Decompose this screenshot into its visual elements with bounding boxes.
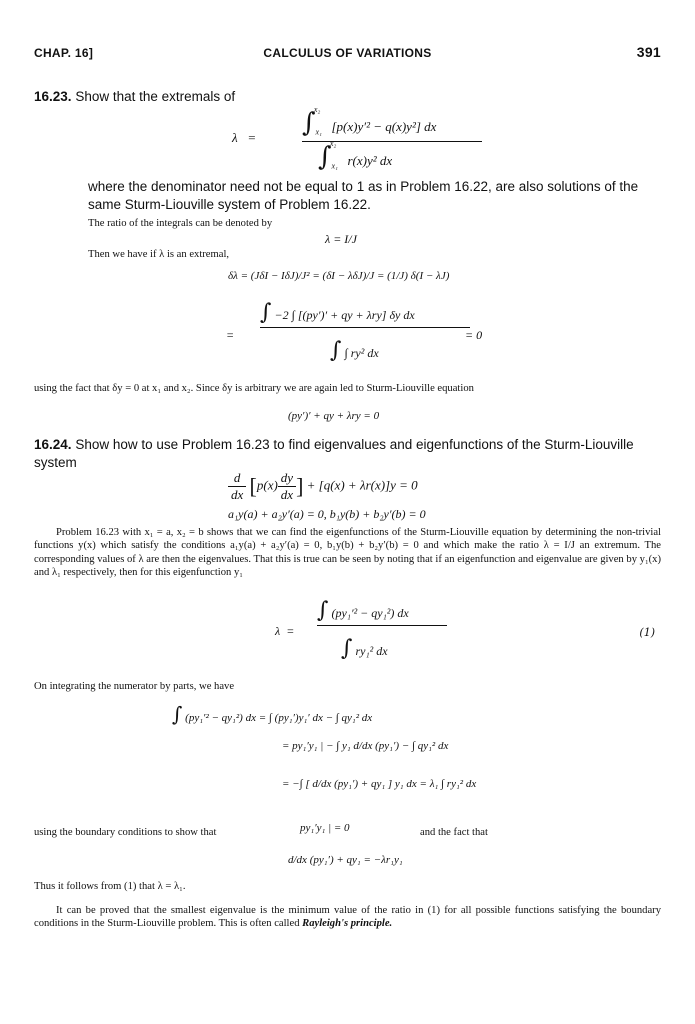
ratio-intro: The ratio of the integrals can be denoted by xyxy=(88,218,273,229)
delta-rhs: = 0 xyxy=(465,328,483,342)
statement-text-24: Show how to use Problem 16.23 to find eigenvalues and eigenfunctions of the Sturm-Liouville system xyxy=(34,437,634,470)
bc-and: and the fact that xyxy=(420,827,488,838)
final-paragraph: It can be proved that the smallest eigenvalue is the minimum value of the ratio in (1) for all possible functions satisfying the boundary conditions in the Sturm-Liouville problem. This is often called Rayleigh's principle. xyxy=(34,905,661,930)
page-number: 391 xyxy=(636,44,661,60)
problem-number: 16.23. xyxy=(34,89,72,104)
problem-16-23-continuation: where the denominator need not be equal to 1 as in Problem 16.22, are also solutions of the same Sturm-Liouville system of Problem 16.22. xyxy=(88,179,639,212)
delta-lambda-equation: δλ = (JδI − IδJ)/J² = (δI − λδJ)/J = (1/J) δ(I − λJ) xyxy=(228,270,450,282)
problem-number-24: 16.24. xyxy=(34,437,72,452)
then-text: Then we have if λ is an extremal, xyxy=(88,249,230,260)
using-text: using the fact that δy = 0 at x₁ and x₂. Since δy is arbitrary we are again led to Sturm-Liouville equation xyxy=(34,383,474,394)
bc-expression: py₁′y₁ | = 0 xyxy=(300,822,350,834)
rayleigh-principle: Rayleigh's principle. xyxy=(302,918,393,930)
boundary-conditions: a₁y(a) + a₂y′(a) = 0, b₁y(b) + b₂y′(b) = 0 xyxy=(228,507,426,521)
eq1-denominator: ry₁² dx xyxy=(355,644,388,658)
lambda-numerator: [p(x)y′² − q(x)y²] dx xyxy=(331,119,437,134)
delta-denominator: ∫ ry² dx xyxy=(344,346,379,360)
parts-line-2: = py₁′y₁ | − ∫ y₁ d/dx (py₁′) − ∫ qy₁² dx xyxy=(282,740,449,752)
equation-1-label: (1) xyxy=(639,626,655,639)
lambda-denominator: r(x)y² dx xyxy=(347,153,393,168)
statement-text: Show that the extremals of xyxy=(75,89,236,104)
fact-equation: d/dx (py₁′) + qy₁ = −λr₁y₁ xyxy=(288,854,403,866)
problem-16-23-statement xyxy=(34,88,661,106)
delta-numerator: −2 ∫ [(py′)′ + qy + λry] δy dx xyxy=(274,308,415,322)
integrating-text: On integrating the numerator by parts, we have xyxy=(34,681,235,692)
parts-line-3: = −∫ [ d/dx (py₁′) + qy₁ ] y₁ dx = λ₁ ∫ ry₁² dx xyxy=(282,778,477,790)
thus-text: Thus it follows from (1) that λ = λ₁. xyxy=(34,881,186,892)
page: CHAP. 16] CALCULUS OF VARIATIONS 391 16.23. Show that the extremals of λ = $\int_{x_1}^{x_2}$ [p(x)y′² − q(x)y²] dx $\int_{x_1}^{x_2}$ r(x)y² dx where the denominator need not be equal to 1 as in Problem 16.22, are also solutions of the same Sturm-Liouville system of Problem 16.22. The ratio of the integrals can be denoted by λ = I/J Then we have if λ is an extremal, δλ = (JδI − IδJ)/J² = (δI − λδJ)/J = (1/J) δ(I − λJ) = ∫ −2 ∫ [(py′)′ + qy + λry] δy dx ∫ ∫ ry² dx = 0 using the fact that δy = 0 at x₁ and x₂. Since δy is arbitrary we are again led to Sturm-Liouville equation (py′)′ + qy + λry = 0 16.24. Show how to use Problem 16.23 to find eigenvalues and eigenfunctions of the Sturm-Liouville system $\frac{d}{dx}$ [p(x) $\frac{dy}{dx}$ ] + [q(x) + λr(x)]y = 0 a₁y(a) + a₂y′(a) = 0, b₁y(b) + b₂y′(b) = 0 Problem 16.23 with x₁ = a, x₂ = b shows that we can find the eigenfunctions of the Sturm-Liouville equation by determining the non-trivial functions y(x) which satisfy the conditions a₁y(a) + a₂y′(a) = 0, b₁y(b) + b₂y′(b) = 0 and which make the ratio λ = I/J an extremum. The corresponding values of λ are then the eigenvalues. That this is true can be seen by noting that if an eigenfunction and eigenvalue are given by y₁(x) and λ₁ respectively, then for this eigenfunction y₁ λ = ∫ (py₁′² − qy₁²) dx ∫ ry₁² dx (1) On integrating the numerator by parts, we have ∫ (py₁′² − qy₁²) dx = ∫ (py₁′)y₁′ dx − ∫ qy₁² dx = py₁′y₁ | − ∫ y₁ d/dx (py₁′) − ∫ qy₁² dx = −∫ [ d/dx (py₁′) + qy₁ ] y₁ dx = λ₁ ∫ ry₁² dx using the boundary conditions to show that py₁′y₁ | = 0 and the fact that d/dx (py₁′) + qy₁ = −λr₁y₁ Thus it follows from (1) that λ = λ₁. It can be proved that the smallest eigenvalue is the minimum value of the ratio in (1) for all possible functions satisfying the boundary conditions in the Sturm-Liouville problem. This is often called Rayleigh's principle. xyxy=(34,44,661,930)
paragraph-1: Problem 16.23 with x₁ = a, x₂ = b shows that we can find the eigenfunctions of the Sturm-Liouville equation by determining the non-trivial functions y(x) which satisfy the conditions a₁y(a) + a₂y′(a) = 0, b₁y(b) + b₂y′(b) = 0 and which make the ratio λ = I/J an extremum. The corresponding values of λ are then the eigenvalues. That this is true can be seen by noting that if an eigenfunction and eigenvalue are given by y₁(x) and λ₁ respectively, then for this eigenfunction y₁ xyxy=(34,527,661,579)
ratio-equation: λ = I/J xyxy=(325,232,357,246)
chapter-label: CHAP. 16] xyxy=(34,46,94,60)
chapter-title: CALCULUS OF VARIATIONS xyxy=(263,46,432,60)
bc-text: using the boundary conditions to show that xyxy=(34,827,217,838)
problem-16-24-statement xyxy=(34,436,661,472)
sl-system-rest: + [q(x) + λr(x)]y = 0 xyxy=(306,477,418,493)
eq1-numerator: (py₁′² − qy₁²) dx xyxy=(331,606,409,620)
sturm-liouville-equation: (py′)′ + qy + λry = 0 xyxy=(288,410,380,422)
sturm-liouville-system: $\frac{d}{dx}$ [p(x) $\frac{dy}{dx}$ ] + [q(x) + λr(x)]y = 0 xyxy=(228,470,418,503)
parts-line-1: ∫ (py₁′² − qy₁²) dx = ∫ (py₁′)y₁′ dx − ∫ qy₁² dx xyxy=(172,702,373,726)
